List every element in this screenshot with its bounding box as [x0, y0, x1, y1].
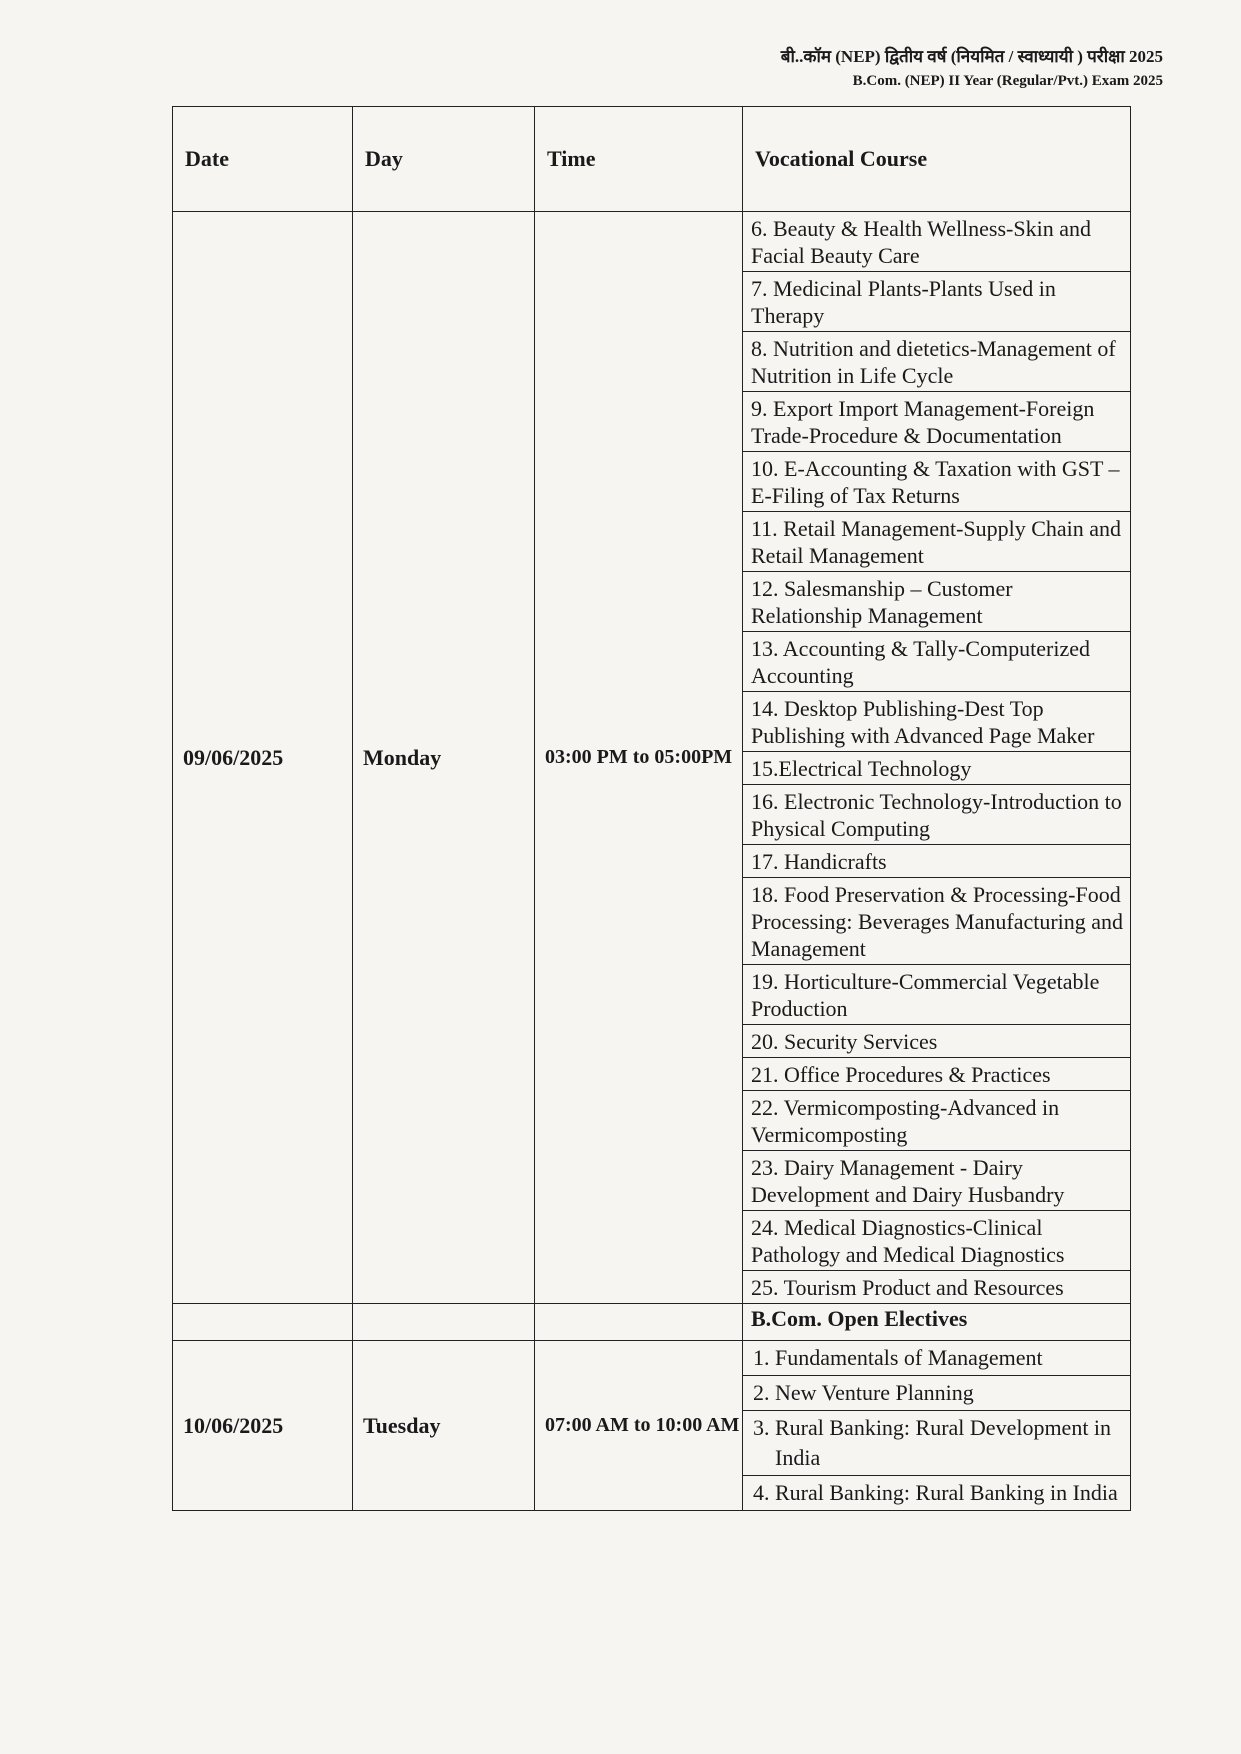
column-header-day: Day	[353, 107, 535, 212]
empty-cell	[535, 1304, 743, 1341]
exam-date: 10/06/2025	[173, 1341, 353, 1511]
course-item: 15.Electrical Technology	[743, 752, 1131, 785]
course-item: 20. Security Services	[743, 1025, 1131, 1058]
exam-time: 07:00 AM to 10:00 AM	[535, 1341, 743, 1511]
course-item: 6. Beauty & Health Wellness-Skin and Facial Beauty Care	[743, 212, 1131, 272]
course-item: 24. Medical Diagnostics-Clinical Pathology and Medical Diagnostics	[743, 1211, 1131, 1271]
empty-cell	[173, 1304, 353, 1341]
exam-date: 09/06/2025	[173, 212, 353, 1304]
course-item: 18. Food Preservation & Processing-Food Processing: Beverages Manufacturing and Management	[743, 878, 1131, 965]
course-item: 8. Nutrition and dietetics-Management of Nutrition in Life Cycle	[743, 332, 1131, 392]
hindi-exam-title: बी..कॉम (NEP) द्वितीय वर्ष (नियमित / स्वाध्यायी ) परीक्षा 2025	[780, 47, 1163, 66]
course-item: 9. Export Import Management-Foreign Trade-Procedure & Documentation	[743, 392, 1131, 452]
course-item: 22. Vermicomposting-Advanced in Vermicomposting	[743, 1091, 1131, 1151]
course-item: 12. Salesmanship – Customer Relationship Management	[743, 572, 1131, 632]
exam-day: Tuesday	[353, 1341, 535, 1511]
table-row	[173, 1341, 1131, 1376]
table-header-row	[173, 107, 1131, 212]
column-header-date: Date	[173, 107, 353, 212]
course-item: 25. Tourism Product and Resources	[743, 1271, 1131, 1304]
exam-day: Monday	[353, 212, 535, 1304]
course-item: 2. New Venture Planning	[743, 1376, 1131, 1411]
course-item: 14. Desktop Publishing-Dest Top Publishing with Advanced Page Maker	[743, 692, 1131, 752]
course-item: 16. Electronic Technology-Introduction to Physical Computing	[743, 785, 1131, 845]
column-header-course: Vocational Course	[743, 107, 1131, 212]
course-item: 13. Accounting & Tally-Computerized Accounting	[743, 632, 1131, 692]
open-electives-heading: B.Com. Open Electives	[743, 1304, 1131, 1341]
table-row	[173, 212, 1131, 272]
open-electives-heading-row	[173, 1304, 1131, 1341]
empty-cell	[353, 1304, 535, 1341]
exam-time: 03:00 PM to 05:00PM	[535, 212, 743, 1304]
course-item: 10. E-Accounting & Taxation with GST – E-Filing of Tax Returns	[743, 452, 1131, 512]
column-header-time: Time	[535, 107, 743, 212]
session1-group	[173, 212, 1131, 1304]
course-item: 1. Fundamentals of Management	[743, 1341, 1131, 1376]
course-item: 11. Retail Management-Supply Chain and Retail Management	[743, 512, 1131, 572]
session2-group	[173, 1341, 1131, 1511]
course-item: 17. Handicrafts	[743, 845, 1131, 878]
english-exam-title: B.Com. (NEP) II Year (Regular/Pvt.) Exam 2025	[852, 73, 1163, 89]
course-item: 21. Office Procedures & Practices	[743, 1058, 1131, 1091]
course-item: 19. Horticulture-Commercial Vegetable Production	[743, 965, 1131, 1025]
exam-schedule-table	[172, 106, 1131, 1511]
course-item: 4. Rural Banking: Rural Banking in India	[743, 1476, 1131, 1511]
page-header	[781, 44, 1163, 90]
course-item: 3. Rural Banking: Rural Development in India	[743, 1411, 1131, 1476]
course-item: 23. Dairy Management - Dairy Development and Dairy Husbandry	[743, 1151, 1131, 1211]
course-item: 7. Medicinal Plants-Plants Used in Therapy	[743, 272, 1131, 332]
